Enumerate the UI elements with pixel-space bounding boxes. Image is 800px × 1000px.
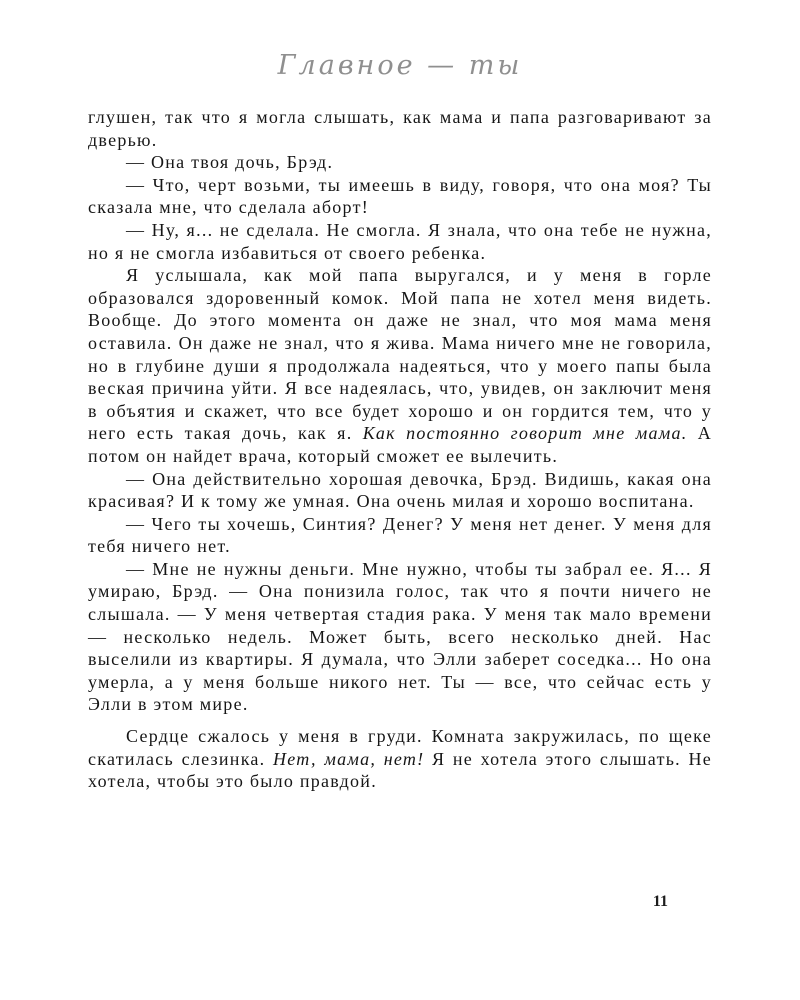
page-number: 11 bbox=[652, 893, 668, 910]
paragraph bbox=[88, 106, 712, 151]
paragraph bbox=[88, 468, 712, 513]
text-segment: — Она действительно хорошая девочка, Брэд. Видишь, какая она красивая? И к тому же умная. Она очень милая и хорошо воспитана. bbox=[88, 468, 712, 512]
paragraph bbox=[88, 219, 712, 264]
paragraph bbox=[88, 558, 712, 716]
text-segment: Я не хотела этого слышать. Не хотела, чтобы это было правдой. bbox=[88, 748, 713, 792]
text-segment: — Она твоя дочь, Брэд. bbox=[126, 152, 334, 173]
text-segment: А потом он найдет врача, который сможет ее вылечить. bbox=[88, 423, 712, 466]
page-body bbox=[88, 106, 712, 793]
paragraph bbox=[88, 513, 712, 558]
text-segment: — Ну, я... не сделала. Не смогла. Я знала, что она тебе не нужна, но я не смогла избавиться от своего ребенка. bbox=[88, 219, 712, 263]
running-head-title: Главное — ты bbox=[277, 50, 523, 81]
paragraph bbox=[88, 151, 712, 174]
italic-text-segment: Нет, мама, нет! bbox=[273, 748, 425, 769]
italic-text-segment: Как постоянно говорит мне мама. bbox=[362, 423, 688, 444]
paragraph bbox=[88, 264, 712, 467]
text-segment: Я услышала, как мой папа выругался, и у меня в горле образовался здоровенный комок. Мой папа не хотел меня видеть. Вообще. До этого момента он даже не знал, что моя мама меня оставила. Он даже не знал, что я жива. Мама ничего мне не говорила, но в глубине души я продолжала надеяться, что у моего папы была веская причина уйти. Я все надеялась, что, увидев, он заключит меня в объятия и скажет, что все будет хорошо и он гордится тем, что у него есть такая дочь, как я. bbox=[88, 265, 712, 444]
text-segment: Сердце сжалось у меня в груди. Комната закружилась, по щеке скатилась слезинка. bbox=[88, 726, 712, 769]
text-segment: — Что, черт возьми, ты имеешь в виду, говоря, что она моя? Ты сказала мне, что сделала аборт! bbox=[88, 174, 712, 218]
text-segment: — Чего ты хочешь, Синтия? Денег? У меня нет денег. У меня для тебя ничего нет. bbox=[88, 513, 712, 557]
paragraph bbox=[88, 725, 712, 793]
text-segment: глушен, так что я могла слышать, как мама и папа разговаривают за дверью. bbox=[88, 107, 712, 150]
text-segment: — Мне не нужны деньги. Мне нужно, чтобы ты забрал ее. Я... Я умираю, Брэд. — Она понизила голос, так что я почти ничего не слышала. — У меня четвертая стадия рака. У меня так мало времени — несколько недель. Может быть, всего несколько дней. Нас выселили из квартиры. Я думала, что Элли заберет соседка... Но она умерла, а у меня больше никого нет. Ты — все, что сейчас есть у Элли в этом мире. bbox=[88, 558, 712, 715]
paragraph bbox=[88, 174, 712, 219]
